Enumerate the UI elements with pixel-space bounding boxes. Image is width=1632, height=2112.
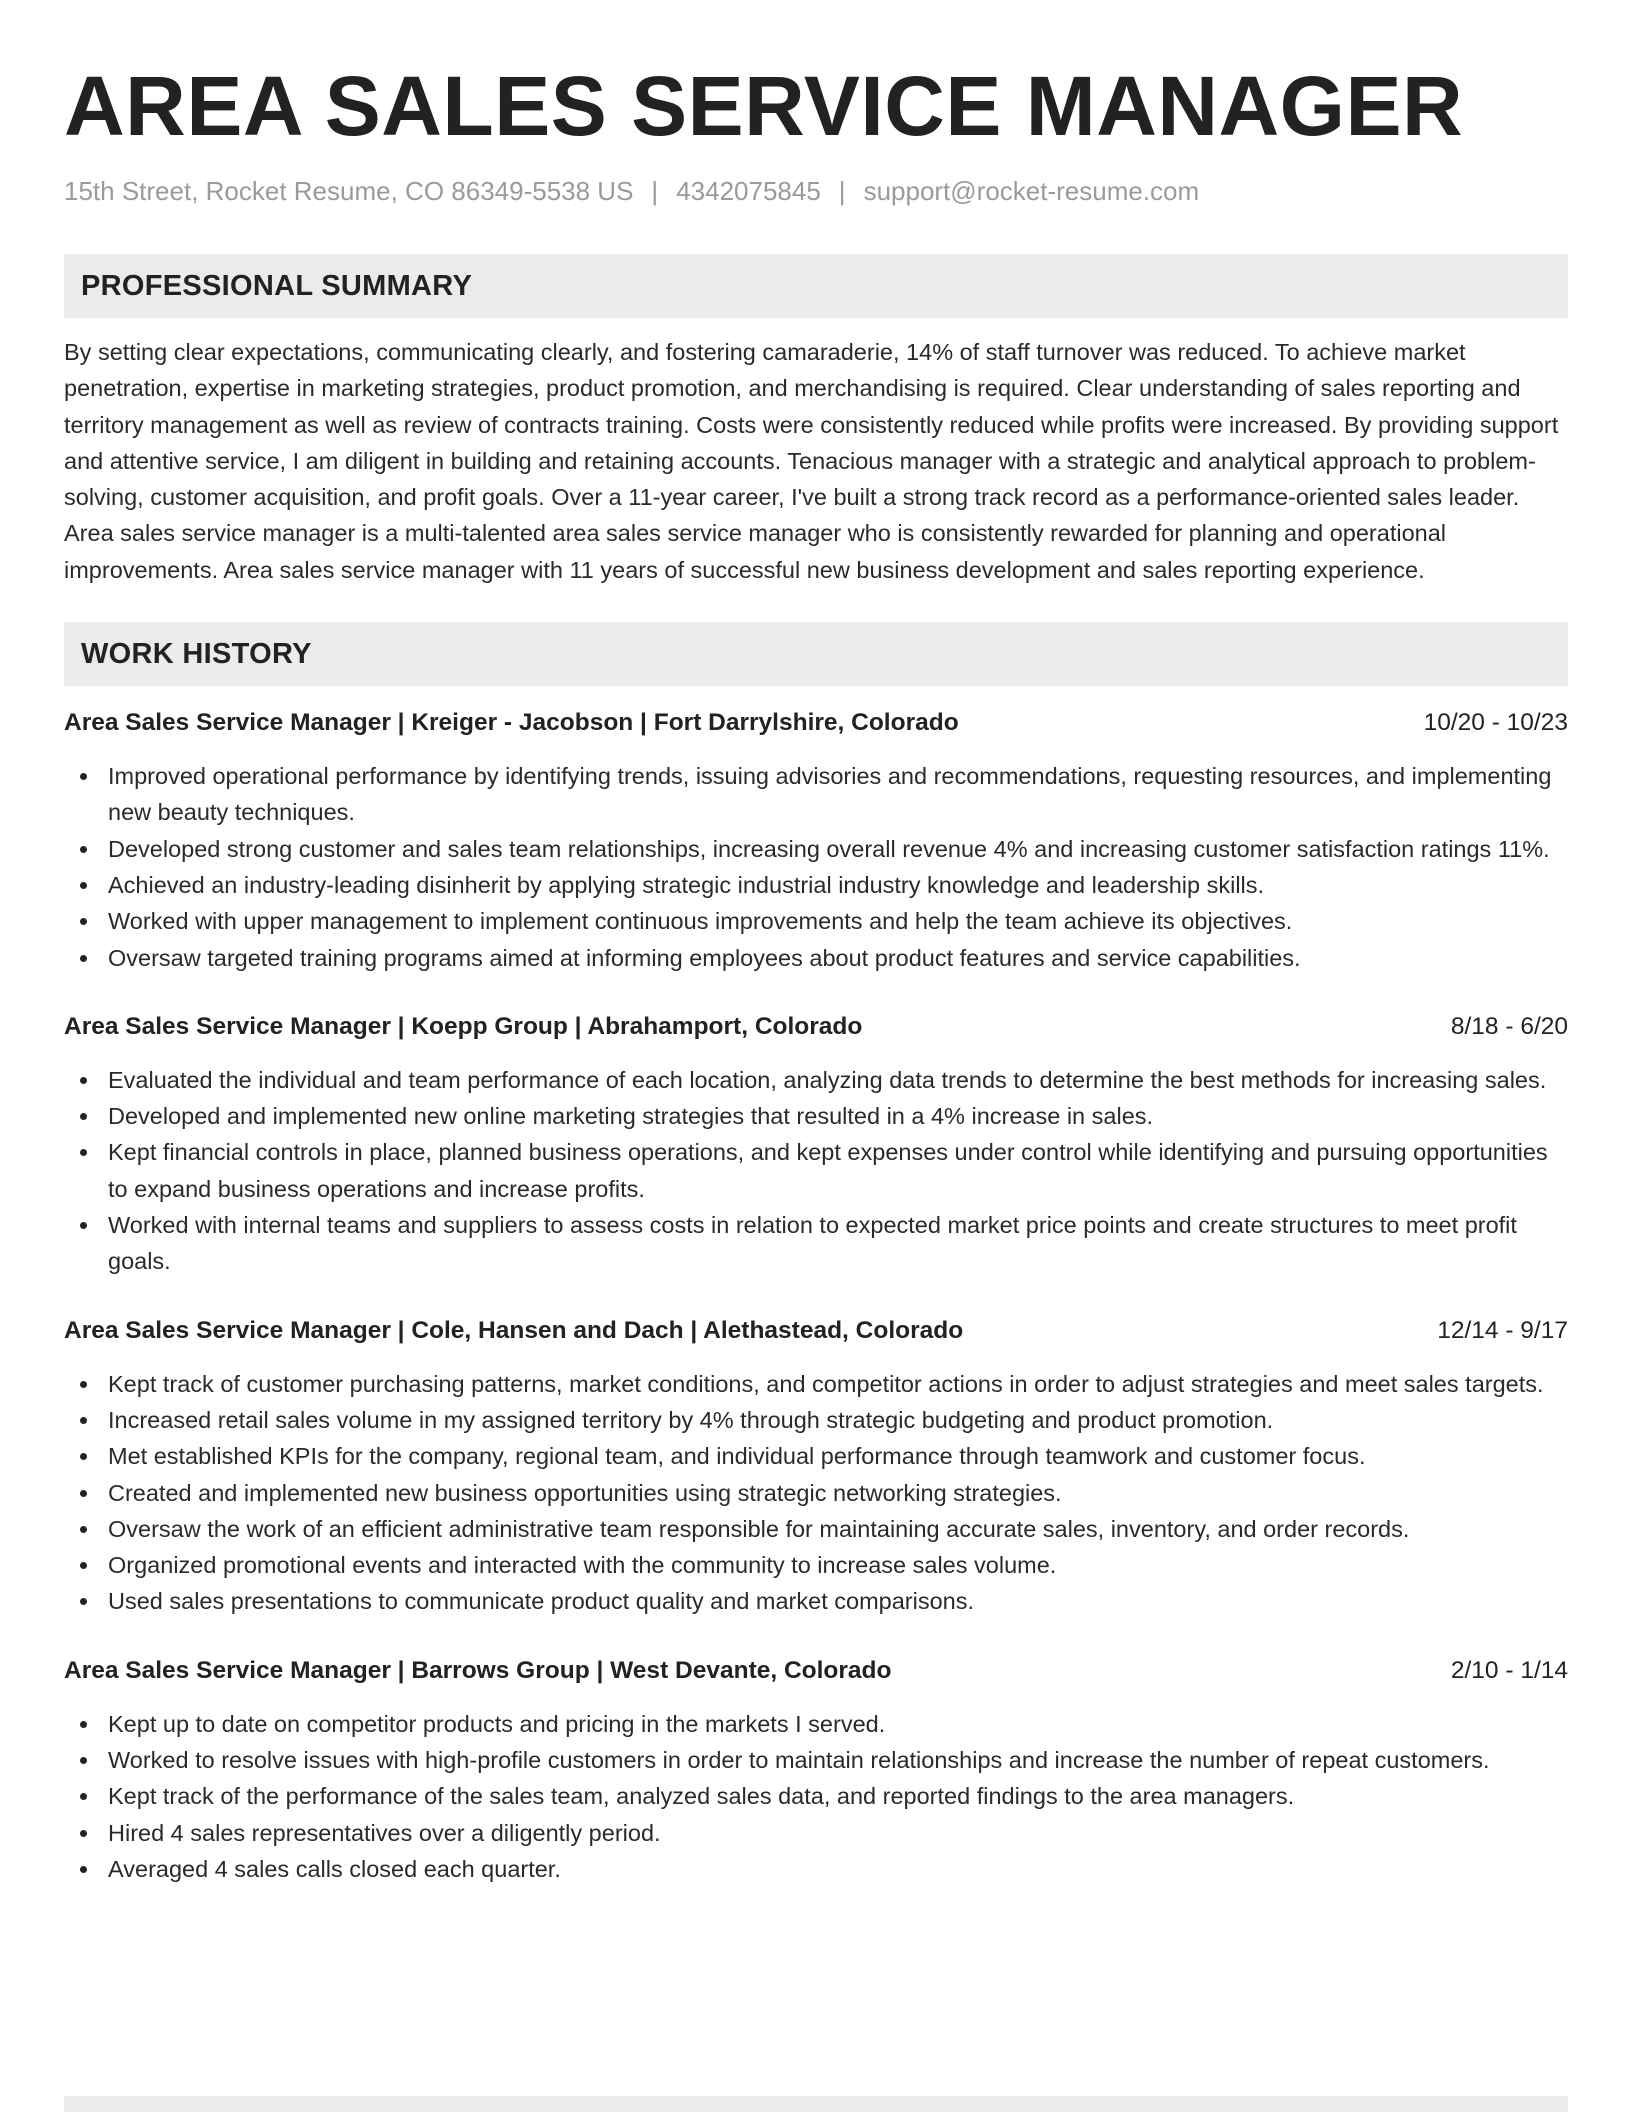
job-bullet: Hired 4 sales representatives over a diligently period. xyxy=(64,1815,1568,1851)
job-bullet: Improved operational performance by identifying trends, issuing advisories and recommendations, requesting resources, and implementing new beauty techniques. xyxy=(64,758,1568,831)
job-bullets xyxy=(64,758,1568,976)
job-bullets xyxy=(64,1062,1568,1280)
job-bullet: Created and implemented new business opportunities using strategic networking strategies. xyxy=(64,1475,1568,1511)
job-bullet: Worked with upper management to implement continuous improvements and help the team achieve its objectives. xyxy=(64,903,1568,939)
job-dates: 12/14 - 9/17 xyxy=(1437,1316,1568,1344)
job-header xyxy=(64,1012,1568,1042)
job-bullet: Kept track of the performance of the sales team, analyzed sales data, and reported findings to the area managers. xyxy=(64,1778,1568,1814)
job-bullet: Oversaw the work of an efficient administrative team responsible for maintaining accurate sales, inventory, and order records. xyxy=(64,1511,1568,1547)
summary-section-header xyxy=(64,254,1568,318)
contact-phone: 4342075845 xyxy=(676,176,821,206)
work-history-heading: WORK HISTORY xyxy=(81,637,312,670)
job-bullet: Worked to resolve issues with high-profile customers in order to maintain relationships and increase the number of repeat customers. xyxy=(64,1742,1568,1778)
job-bullet: Oversaw targeted training programs aimed at informing employees about product features and service capabilities. xyxy=(64,940,1568,976)
job-header xyxy=(64,1316,1568,1346)
next-section-header-bar xyxy=(64,2096,1568,2112)
job-title: Area Sales Service Manager | Kreiger - Jacobson | Fort Darrylshire, Colorado xyxy=(64,709,959,737)
contact-separator: | xyxy=(651,176,659,206)
job-bullet: Organized promotional events and interacted with the community to increase sales volume. xyxy=(64,1547,1568,1583)
job-bullet: Developed and implemented new online marketing strategies that resulted in a 4% increase in sales. xyxy=(64,1098,1568,1134)
job-bullet: Increased retail sales volume in my assigned territory by 4% through strategic budgeting and product promotion. xyxy=(64,1402,1568,1438)
work-history-section-header xyxy=(64,622,1568,686)
job-title: Area Sales Service Manager | Koepp Group | Abrahamport, Colorado xyxy=(64,1012,863,1040)
job-entry xyxy=(64,1656,1568,1887)
job-bullet: Kept track of customer purchasing patterns, market conditions, and competitor actions in order to adjust strategies and meet sales targets. xyxy=(64,1366,1568,1402)
job-dates: 2/10 - 1/14 xyxy=(1450,1656,1568,1684)
job-dates: 8/18 - 6/20 xyxy=(1450,1012,1568,1040)
job-title: Area Sales Service Manager | Barrows Group | West Devante, Colorado xyxy=(64,1656,892,1684)
job-bullet: Evaluated the individual and team performance of each location, analyzing data trends to determine the best methods for increasing sales. xyxy=(64,1062,1568,1098)
summary-heading: PROFESSIONAL SUMMARY xyxy=(81,269,473,302)
job-header xyxy=(64,1656,1568,1686)
job-bullet: Developed strong customer and sales team relationships, increasing overall revenue 4% and increasing customer satisfaction ratings 11%. xyxy=(64,831,1568,867)
job-entry xyxy=(64,1012,1568,1280)
contact-email: support@rocket-resume.com xyxy=(863,176,1200,206)
job-bullet: Averaged 4 sales calls closed each quarter. xyxy=(64,1851,1568,1887)
page-title: AREA SALES SERVICE MANAGER xyxy=(64,59,1464,153)
job-bullet: Achieved an industry-leading disinherit by applying strategic industrial industry knowledge and leadership skills. xyxy=(64,867,1568,903)
contact-line xyxy=(64,176,1568,206)
job-bullets xyxy=(64,1366,1568,1620)
job-dates: 10/20 - 10/23 xyxy=(1423,709,1568,737)
contact-address: 15th Street, Rocket Resume, CO 86349-5538 US xyxy=(64,176,634,206)
job-bullet: Kept up to date on competitor products and pricing in the markets I served. xyxy=(64,1706,1568,1742)
job-bullet: Met established KPIs for the company, regional team, and individual performance through teamwork and customer focus. xyxy=(64,1438,1568,1474)
contact-separator: | xyxy=(838,176,846,206)
job-header xyxy=(64,708,1568,738)
job-entry xyxy=(64,708,1568,976)
job-entry xyxy=(64,1316,1568,1620)
job-bullet: Kept financial controls in place, planned business operations, and kept expenses under control while identifying and pursuing opportunities to expand business operations and increase profits. xyxy=(64,1134,1568,1207)
job-bullets xyxy=(64,1706,1568,1887)
summary-paragraph: By setting clear expectations, communicating clearly, and fostering camaraderie, 14% of staff turnover was reduced. To achieve market penetration, expertise in marketing strategies, product promotion, and merchandising is required. Clear understanding of sales reporting and territory management as well as review of contracts training. Costs were consistently reduced while profits were increased. By providing support and attentive service, I am diligent in building and retaining accounts. Tenacious manager with a strategic and analytical approach to problem-solving, customer acquisition, and profit goals. Over a 11-year career, I've built a strong track record as a performance-oriented sales leader. Area sales service manager is a multi-talented area sales service manager who is consistently rewarded for planning and operational improvements. Area sales service manager with 11 years of successful new business development and sales reporting experience. xyxy=(64,339,1559,583)
resume-page xyxy=(64,0,1568,1887)
job-bullet: Worked with internal teams and suppliers to assess costs in relation to expected market price points and create structures to meet profit goals. xyxy=(64,1207,1568,1280)
job-title: Area Sales Service Manager | Cole, Hansen and Dach | Alethastead, Colorado xyxy=(64,1316,964,1344)
job-bullet: Used sales presentations to communicate product quality and market comparisons. xyxy=(64,1583,1568,1619)
